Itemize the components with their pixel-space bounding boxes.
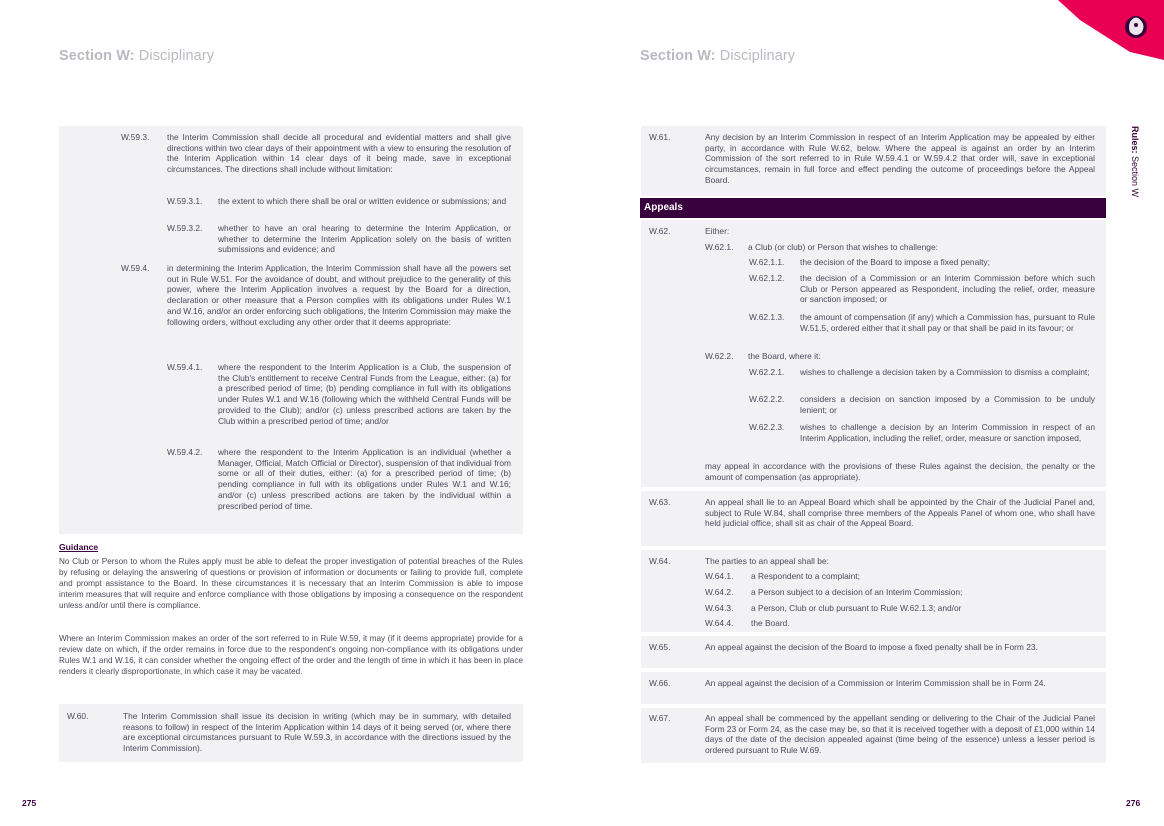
rule-text: the amount of compensation (if any) which a Commission has, pursuant to Rule W.51.5, ordered either that it shall pay or that shall be paid in its favour; or — [800, 312, 1095, 333]
rule-number: W.64.1. — [705, 571, 734, 581]
rule-block-w62 — [641, 220, 1106, 487]
section-name: Disciplinary — [138, 48, 215, 64]
rule-number: W.59.3.2. — [167, 223, 203, 233]
rule-number: W.62.2. — [705, 351, 734, 361]
rule-text: An appeal shall be commenced by the appellant sending or delivering to the Chair of the Judicial Panel Form 23 or Form 24, as the case may be, so that it is received together with a deposit of £1,000 within 14 days of the date of the decision appealed against (time being of the essence) unless a lesser period is ordered pursuant to Rule W.69. — [705, 713, 1095, 756]
page-number: 275 — [22, 798, 37, 808]
rule-text: An appeal against the decision of the Board to impose a fixed penalty shall be in Form 23. — [705, 642, 1038, 652]
section-title — [59, 48, 214, 64]
rule-number: W.59.4.1. — [167, 362, 203, 372]
rule-number: W.62.1.2. — [749, 273, 785, 283]
rule-number: W.60. — [67, 711, 89, 721]
rule-text: the decision of the Board to impose a fixed penalty; — [800, 257, 990, 267]
rule-number: W.64.3. — [705, 603, 734, 613]
rule-block-w65 — [641, 636, 1106, 668]
rule-block-w60 — [59, 704, 523, 762]
rule-block-w67 — [641, 708, 1106, 763]
guidance-heading: Guidance — [59, 542, 99, 552]
rule-block-w66 — [641, 672, 1106, 704]
section-prefix: Section W: — [640, 48, 716, 64]
rule-number: W.62.2.2. — [749, 394, 785, 404]
rule-text: whether to have an oral hearing to determine the Interim Application, or whether to determine the Interim Application solely on the basis of written submissions and evidence; and — [218, 223, 511, 255]
rule-block-w59 — [59, 126, 523, 534]
rule-text: An appeal against the decision of a Commission or Interim Commission shall be in Form 24. — [705, 678, 1046, 688]
side-tab-bold: Rules: — [1130, 126, 1140, 154]
rule-text: a Respondent to a complaint; — [751, 571, 860, 581]
rule-number: W.62.2.3. — [749, 422, 785, 432]
rule-number: W.62. — [649, 226, 671, 236]
side-tab-rest: Section W — [1130, 156, 1140, 198]
rule-number: W.61. — [649, 132, 671, 142]
rule-closing-text: may appeal in accordance with the provisions of these Rules against the decision, the penalty or the amount of compensation (as appropriate). — [705, 461, 1095, 482]
rule-text: the Interim Commission shall decide all procedural and evidential matters and shall give directions within two clear days of their appointment with a view to ensuring the resolution of the Interim Application within 14 clear days of it being made, save in exceptional circumstances. The directions shall include without limitation: — [167, 132, 511, 175]
rule-text: The Interim Commission shall issue its decision in writing (which may be in summary, with detailed reasons to follow) in respect of the Interim Application within 14 days of it being served (or, where there are exceptional circumstances pursuant to Rule W.59.3, in accordance with the directions issued by the Interim Commission). — [123, 711, 511, 754]
rule-number: W.62.1. — [705, 242, 734, 252]
rule-text: the Board, where it: — [748, 351, 821, 361]
rule-block-w61 — [641, 126, 1106, 196]
section-prefix: Section W: — [59, 48, 135, 64]
rule-text: Any decision by an Interim Commission in respect of an Interim Application may be appealed by either party, in accordance with Rule W.62, below. Where the appeal is against an order by an Interim Commission of the sort referred to in Rule W.59.4.1 or W.59.4.2 that order will, save in exceptional circumstances, remain in full force and effect pending the outcome of proceedings before the Appeal Board. — [705, 132, 1095, 185]
rule-text: the Board. — [751, 618, 790, 628]
rule-number: W.59.4. — [121, 263, 150, 273]
guidance-paragraph: No Club or Person to whom the Rules apply must be able to defeat the proper investigation of potential breaches of the Rules by refusing or delaying the answering of questions or provision of information or documents or failing to provide full, complete and prompt assistance to the Board. In these circumstances it is necessary that an Interim Commission is able to impose interim measures that will require and enforce compliance with those obligations by imposing a consequence on the respondent unless and/or until there is compliance. — [59, 557, 523, 610]
rule-number: W.59.4.2. — [167, 447, 203, 457]
rule-number: W.67. — [649, 713, 671, 723]
rule-block-w64 — [641, 550, 1106, 632]
rule-text: the decision of a Commission or an Interim Commission before which such Club or Person appeared as Respondent, including the relief, order, measure or sanction imposed; or — [800, 273, 1095, 305]
rule-text: Either: — [705, 226, 730, 236]
rule-number: W.59.3.1. — [167, 196, 203, 206]
right-page — [582, 0, 1164, 826]
page-number: 276 — [1126, 798, 1141, 808]
rule-text: where the respondent to the Interim Application is an individual (whether a Manager, Official, Match Official or Director), suspension of that individual from some or all of their duties, either: (a) for a prescribed period of time; (b) pending compliance in full with its obligations under Rules W.1 and W.16; and/or (c) unless prescribed actions are taken by the individual within a prescribed period of time. — [218, 447, 511, 511]
rule-number: W.64.4. — [705, 618, 734, 628]
rule-text: An appeal shall lie to an Appeal Board which shall be appointed by the Chair of the Judicial Panel and, subject to Rule W.84, shall comprise three members of the Appeals Panel of whom one, who shall have held judicial office, shall sit as chair of the Appeal Board. — [705, 497, 1095, 529]
rule-number: W.62.2.1. — [749, 367, 785, 377]
rule-text: The parties to an appeal shall be: — [705, 556, 829, 566]
rule-text: considers a decision on sanction imposed by a Commission to be unduly lenient; or — [800, 394, 1095, 415]
appeals-heading — [640, 198, 1106, 218]
rule-number: W.62.1.3. — [749, 312, 785, 322]
rule-text: a Person, Club or club pursuant to Rule W.62.1.3; and/or — [751, 603, 962, 613]
rule-text: the extent to which there shall be oral or written evidence or submissions; and — [218, 196, 507, 206]
section-name: Disciplinary — [719, 48, 796, 64]
rule-text: wishes to challenge a decision taken by a Commission to dismiss a complaint; — [800, 367, 1090, 377]
rule-text: where the respondent to the Interim Application is a Club, the suspension of the Club's entitlement to receive Central Funds from the League, either: (a) for a prescribed period of time; (b) pending compliance in full with its obligations under Rules W.1 and W.16 (following which the withheld Central Funds will be provided to the Club); and/or (c) unless prescribed actions are taken by the Club within a prescribed period of time; and/or — [218, 362, 511, 426]
rule-text: in determining the Interim Application, the Interim Commission shall have all the powers set out in Rule W.51. For the avoidance of doubt, and without prejudice to the generality of this power, where the Interim Application involves a request by the Board for a direction, declaration or other measure that a Person complies with its obligations under Rules W.1 and W.16, and/or an order enforcing such obligations, the Interim Commission may make the following orders, without excluding any other order that it deems appropriate: — [167, 263, 512, 327]
rule-block-w63 — [641, 491, 1106, 546]
rule-number: W.59.3. — [121, 132, 150, 142]
rule-number: W.64. — [649, 556, 671, 566]
guidance-paragraph: Where an Interim Commission makes an order of the sort referred to in Rule W.59, it may (if it deems appropriate) provide for a review date on which, if the order remains in force due to the respondent's ongoing non-compliance with its obligations under Rules W.1 and W.16, it can consider whether the ongoing effect of the order and the length of time in which it has been in place renders it clearly disproportionate, in which case it may be vacated. — [59, 634, 523, 676]
rule-text: wishes to challenge a decision by an Interim Commission in respect of an Interim Application, including the relief, order, measure or sanction imposed, — [800, 422, 1095, 443]
rule-text: a Person subject to a decision of an Interim Commission; — [751, 587, 963, 597]
rule-number: W.64.2. — [705, 587, 734, 597]
rule-text: a Club (or club) or Person that wishes to challenge: — [748, 242, 938, 252]
rule-number: W.66. — [649, 678, 671, 688]
rule-number: W.62.1.1. — [749, 257, 785, 267]
rule-number: W.65. — [649, 642, 671, 652]
rule-number: W.63. — [649, 497, 671, 507]
appeals-heading-label: Appeals — [644, 202, 683, 213]
section-title — [640, 48, 795, 64]
